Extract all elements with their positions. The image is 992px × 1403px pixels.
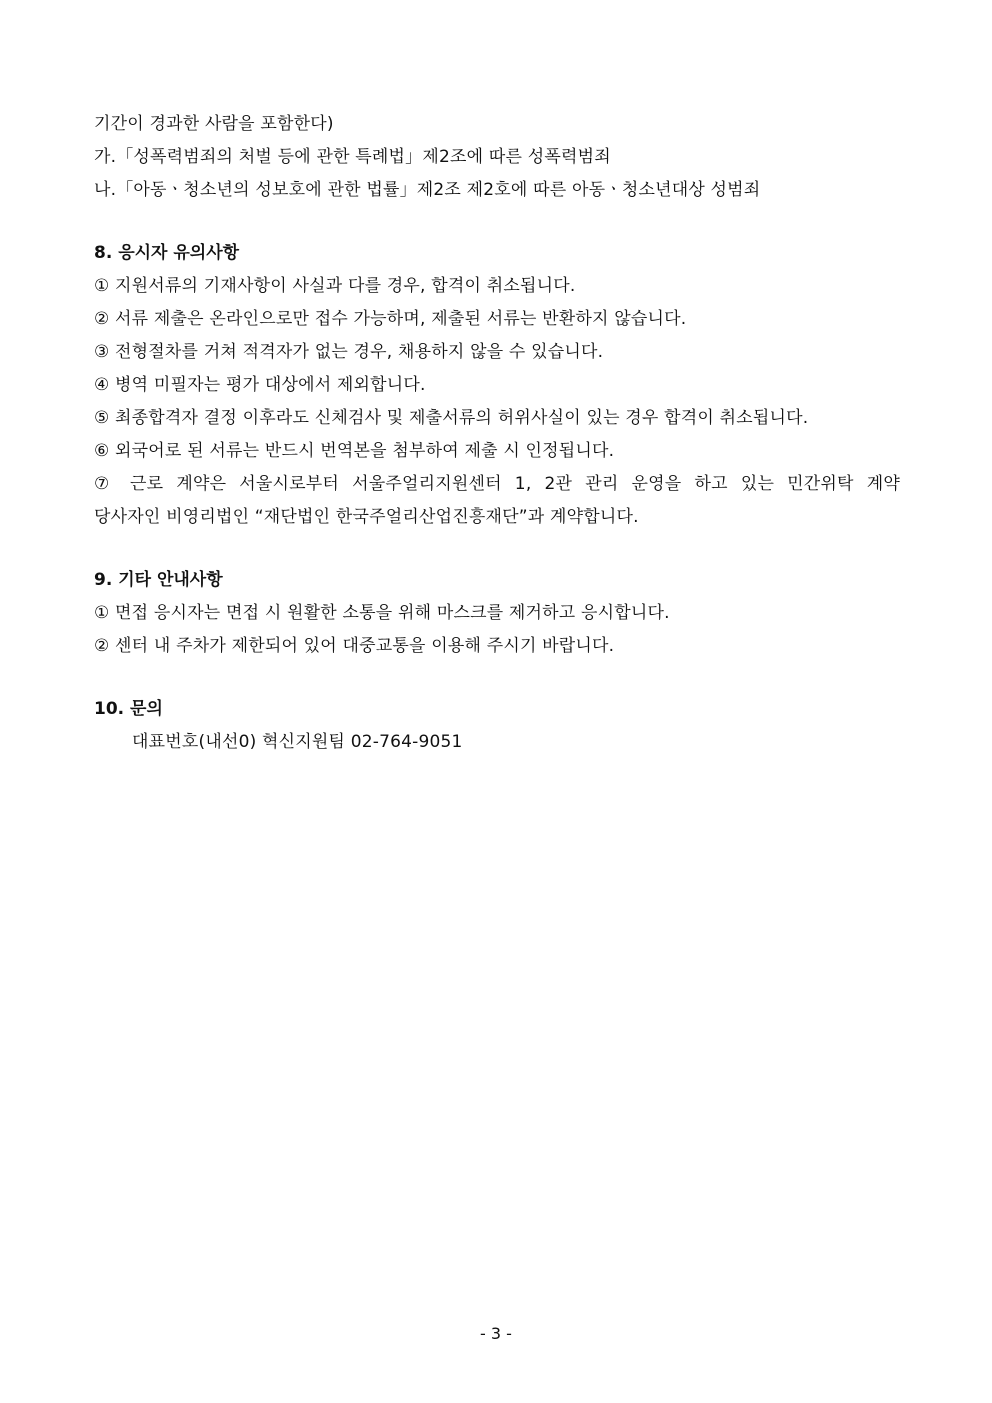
section-8-item: ① 지원서류의 기재사항이 사실과 다를 경우, 합격이 취소됩니다. <box>94 276 576 296</box>
section-9-item: ① 면접 응시자는 면접 시 원활한 소통을 위해 마스크를 제거하고 응시합니다. <box>94 603 670 623</box>
section-8-item: ② 서류 제출은 온라인으로만 접수 가능하며, 제출된 서류는 반환하지 않습니다. <box>94 309 687 329</box>
document-body <box>94 108 900 759</box>
section-10-heading: 10. 문의 <box>94 699 163 719</box>
spacer <box>94 207 900 237</box>
section-8-item: ③ 전형절차를 거쳐 적격자가 없는 경우, 채용하지 않을 수 있습니다. <box>94 342 604 362</box>
continuation-line: 기간이 경과한 사람을 포함한다) <box>94 114 334 134</box>
section-8-item: ⑤ 최종합격자 결정 이후라도 신체검사 및 제출서류의 허위사실이 있는 경우 합격이 취소됩니다. <box>94 408 809 428</box>
section-8-item: ⑦ 근로 계약은 서울시로부터 서울주얼리지원센터 1, 2관 관리 운영을 하고 있는 민간위탁 계약 <box>94 474 900 494</box>
contact-info: 대표번호(내선0) 혁신지원팀 02-764-9051 <box>132 732 463 752</box>
section-8-heading: 8. 응시자 유의사항 <box>94 243 240 263</box>
list-item-ga: 가.「성폭력범죄의 처벌 등에 관한 특례법」제2조에 따른 성폭력범죄 <box>94 147 611 167</box>
section-9-item: ② 센터 내 주차가 제한되어 있어 대중교통을 이용해 주시기 바랍니다. <box>94 636 615 656</box>
section-8-item-continuation: 당사자인 비영리법인 “재단법인 한국주얼리산업진흥재단”과 계약합니다. <box>94 507 639 527</box>
section-8-item: ④ 병역 미필자는 평가 대상에서 제외합니다. <box>94 375 426 395</box>
section-8-item: ⑥ 외국어로 된 서류는 반드시 번역본을 첨부하여 제출 시 인정됩니다. <box>94 441 615 461</box>
page-number: - 3 - <box>480 1324 512 1343</box>
spacer <box>94 663 900 693</box>
section-9-heading: 9. 기타 안내사항 <box>94 570 223 590</box>
spacer <box>94 534 900 564</box>
list-item-na: 나.「아동ㆍ청소년의 성보호에 관한 법률」제2조 제2호에 따른 아동ㆍ청소년대상 성범죄 <box>94 180 761 200</box>
